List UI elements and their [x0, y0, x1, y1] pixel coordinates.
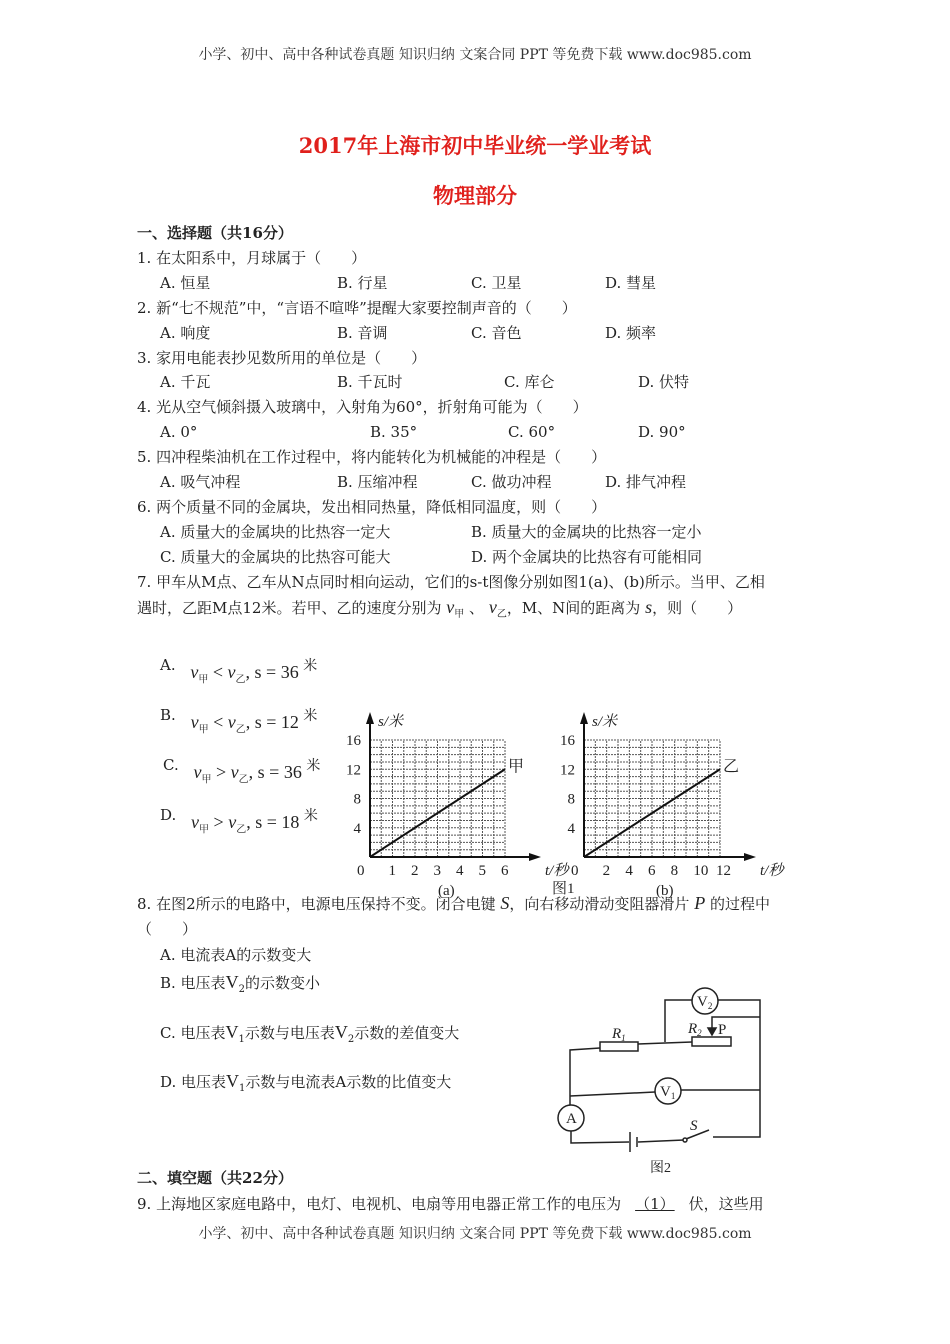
option-d: D. 伏特 [638, 373, 690, 391]
figure-2-caption: 图2 [650, 1161, 671, 1176]
text: 示数的差值变大 [354, 1024, 460, 1042]
option-a: A. 质量大的金属块的比热容一定大 [160, 523, 391, 541]
y-tick-label: 12 [560, 762, 575, 779]
v-symbol: V [225, 972, 239, 992]
option-a: A. 电流表A的示数变大 [160, 946, 312, 964]
rheostat-r2 [692, 1037, 731, 1046]
v-symbol: v [227, 712, 236, 732]
x-tick-label: 1 [388, 863, 396, 879]
answer-blank[interactable]: （1） [635, 1195, 675, 1213]
exam-title: 2017年上海市初中毕业统一学业考试 [298, 133, 652, 158]
option-c: C. 音色 [471, 324, 522, 342]
relation: > [213, 812, 224, 832]
y-tick-label: 4 [567, 820, 575, 837]
q8-text: ，向右移动滑动变阻器滑片 [509, 895, 690, 913]
option-c: C. 60° [508, 423, 556, 441]
text: D. 电压表 [160, 1073, 227, 1091]
sub: 1 [238, 1034, 245, 1045]
x-tick-label: 8 [670, 863, 679, 879]
v2-label: $V_2$ [697, 994, 713, 1011]
option-b: B. 压缩冲程 [337, 473, 418, 491]
q7-text: ，M、N间的距离为 [506, 599, 641, 617]
slider-symbol: P [694, 893, 706, 913]
chart-b-label: (b) [656, 883, 674, 899]
v-symbol: v [190, 662, 199, 682]
x-tick-label: 0 [571, 863, 579, 879]
x-tick-label: 3 [433, 863, 441, 879]
x-axis-title: t/秒 [545, 863, 569, 879]
circuit-wires [570, 1000, 760, 1143]
switch-symbol: S [500, 893, 510, 913]
y-axis-title: s/米 [378, 714, 404, 730]
sub: 乙 [236, 824, 247, 836]
answer-paren: （ ） [137, 920, 198, 938]
page-header: 小学、初中、高中各种试卷真题 知识归纳 文案合同 PPT 等免费下载 www.doc985.com [198, 47, 752, 63]
text: B. 电压表 [160, 974, 226, 992]
option-d: D. 排气冲程 [605, 473, 687, 491]
sub: 甲 [198, 674, 209, 686]
option-b: B. 音调 [337, 324, 388, 342]
exam-subtitle: 物理部分 [433, 183, 517, 208]
unit: 米 [306, 759, 321, 774]
option-d: D. 彗星 [605, 274, 657, 292]
text: 示数与电压表 [244, 1024, 335, 1042]
y-tick-label: 16 [560, 733, 575, 749]
v-symbol: v [190, 712, 199, 732]
sub-jia: 甲 [454, 609, 465, 620]
x-tick-label: 12 [716, 863, 731, 879]
v-symbol: V [225, 1022, 239, 1042]
expr-rest: , s = 36 [245, 662, 299, 682]
v-symbol: v [193, 762, 202, 782]
option-b: B. 质量大的金属块的比热容一定小 [471, 523, 702, 541]
v-symbol: V [334, 1022, 348, 1042]
x-axis-title: t/秒 [760, 863, 784, 879]
q8-text: 8. 在图2所示的电路中，电源电压保持不变。闭合电键 [137, 895, 496, 913]
y-axis-title: s/米 [592, 714, 618, 730]
option-c: C. 做功冲程 [471, 473, 552, 491]
question-2: 2. 新“七不规范”中，“言语不喧哗”提醒大家要控制声音的（ ） [137, 299, 577, 317]
sub: 甲 [201, 774, 212, 786]
text: C. 电压表 [160, 1024, 226, 1042]
sub: 乙 [238, 774, 249, 786]
question-1: 1. 在太阳系中，月球属于（ ） [137, 249, 367, 267]
x-tick-label: 6 [501, 863, 509, 879]
question-6: 6. 两个质量不同的金属块，发出相同热量，降低相同温度，则（ ） [137, 498, 607, 516]
option-b: B. 行星 [337, 274, 388, 292]
x-tick-label: 0 [357, 863, 365, 879]
unit: 米 [303, 809, 318, 824]
v-symbol: v [227, 662, 236, 682]
switch-icon [683, 1138, 687, 1142]
option-b: B. 千瓦时 [337, 373, 403, 391]
x-tick-label: 2 [602, 863, 611, 879]
relation: < [213, 712, 224, 732]
resistor-r1 [600, 1042, 638, 1051]
r2-label: $R_2$ [688, 1021, 702, 1038]
sub: 乙 [235, 674, 246, 686]
option-a: A. 响度 [160, 324, 211, 342]
x-tick-label: 4 [456, 863, 464, 879]
v-symbol: v [228, 812, 237, 832]
option-letter: B. [160, 706, 176, 724]
option-c: C. 卫星 [471, 274, 522, 292]
y-tick-label: 8 [353, 791, 361, 808]
q7-text: ，则（ ） [652, 599, 743, 617]
v-symbol: v [230, 762, 239, 782]
x-tick-label: 6 [648, 863, 656, 879]
q9-text: 伏，这些用 [688, 1195, 764, 1213]
chart-a-label: (a) [438, 883, 455, 899]
expr-rest: , s = 12 [245, 712, 299, 732]
sub: 1 [239, 1083, 246, 1094]
y-tick-label: 4 [353, 820, 361, 837]
text: 示数与电流表A示数的比值变大 [245, 1073, 452, 1091]
r1-label: $R_1$ [612, 1026, 626, 1043]
q9-text: 9. 上海地区家庭电路中，电灯、电视机、电扇等用电器正常工作的电压为 [137, 1195, 622, 1213]
text: 的示数变小 [244, 974, 320, 992]
q8-text: 的过程中 [710, 895, 771, 913]
unit: 米 [303, 709, 318, 724]
option-d: D. 两个金属块的比热容有可能相同 [471, 548, 703, 566]
sub: 甲 [198, 724, 209, 736]
option-d: D. 90° [638, 423, 686, 441]
figure-1-caption: 图1 [552, 881, 575, 897]
question-5: 5. 四冲程柴油机在工作过程中，将内能转化为机械能的冲程是（ ） [137, 448, 607, 466]
separator: 、 [469, 599, 485, 617]
page-footer: 小学、初中、高中各种试卷真题 知识归纳 文案合同 PPT 等免费下载 www.doc985.com [198, 1226, 752, 1242]
option-c: C. 质量大的金属块的比热容可能大 [160, 548, 391, 566]
switch-label: S [690, 1118, 698, 1134]
v-symbol: V [226, 1071, 240, 1091]
expr-rest: , s = 36 [248, 762, 302, 782]
x-tick-label: 2 [411, 863, 419, 879]
v-symbol: v [488, 597, 497, 617]
sub: 乙 [235, 724, 246, 736]
ammeter-label: A [566, 1111, 577, 1127]
sub: 2 [238, 984, 245, 995]
q7-text: 遇时，乙距M点12米。若甲、乙的速度分别为 [137, 599, 442, 617]
option-b: B. 35° [370, 423, 418, 441]
option-letter: C. [163, 756, 179, 774]
section-heading: 一、选择题（共16分） [137, 224, 293, 242]
option-d: D. 频率 [605, 324, 657, 342]
option-a: A. 恒星 [160, 274, 211, 292]
x-tick-label: 5 [478, 863, 486, 879]
s-symbol: s [645, 597, 653, 617]
sub: 2 [347, 1034, 355, 1045]
y-tick-label: 16 [346, 733, 361, 749]
v-symbol: v [446, 597, 455, 617]
v-symbol: v [191, 812, 200, 832]
question-3: 3. 家用电能表抄见数所用的单位是（ ） [137, 349, 427, 367]
section-heading: 二、填空题（共22分） [137, 1169, 293, 1187]
x-tick-label: 4 [625, 863, 633, 879]
option-a: A. 吸气冲程 [160, 473, 241, 491]
sub: 甲 [199, 824, 210, 836]
option-c: C. 库仑 [504, 373, 555, 391]
relation: < [212, 662, 224, 682]
y-tick-label: 12 [346, 762, 361, 779]
option-a: A. 千瓦 [160, 373, 211, 391]
question-7: 7. 甲车从M点、乙车从N点同时相向运动，它们的s-t图像分别如图1(a)、(b)所示。当甲、乙相 [137, 573, 765, 591]
expr-rest: , s = 18 [246, 812, 300, 832]
option-letter: A. [160, 656, 176, 674]
y-tick-label: 8 [567, 791, 575, 808]
x-tick-label: 10 [693, 863, 709, 879]
unit: 米 [303, 659, 318, 674]
v1-label: $V_1$ [660, 1084, 676, 1101]
slider-p-label: P [718, 1022, 727, 1038]
relation: > [216, 762, 227, 782]
series-label: 乙 [723, 758, 740, 776]
question-4: 4. 光从空气倾斜摄入玻璃中，入射角为60°，折射角可能为（ ） [137, 398, 588, 416]
series-label: 甲 [508, 758, 525, 776]
question-9 [137, 1195, 764, 1213]
sub-yi: 乙 [496, 609, 507, 620]
option-letter: D. [160, 806, 177, 824]
option-a: A. 0° [160, 423, 198, 441]
